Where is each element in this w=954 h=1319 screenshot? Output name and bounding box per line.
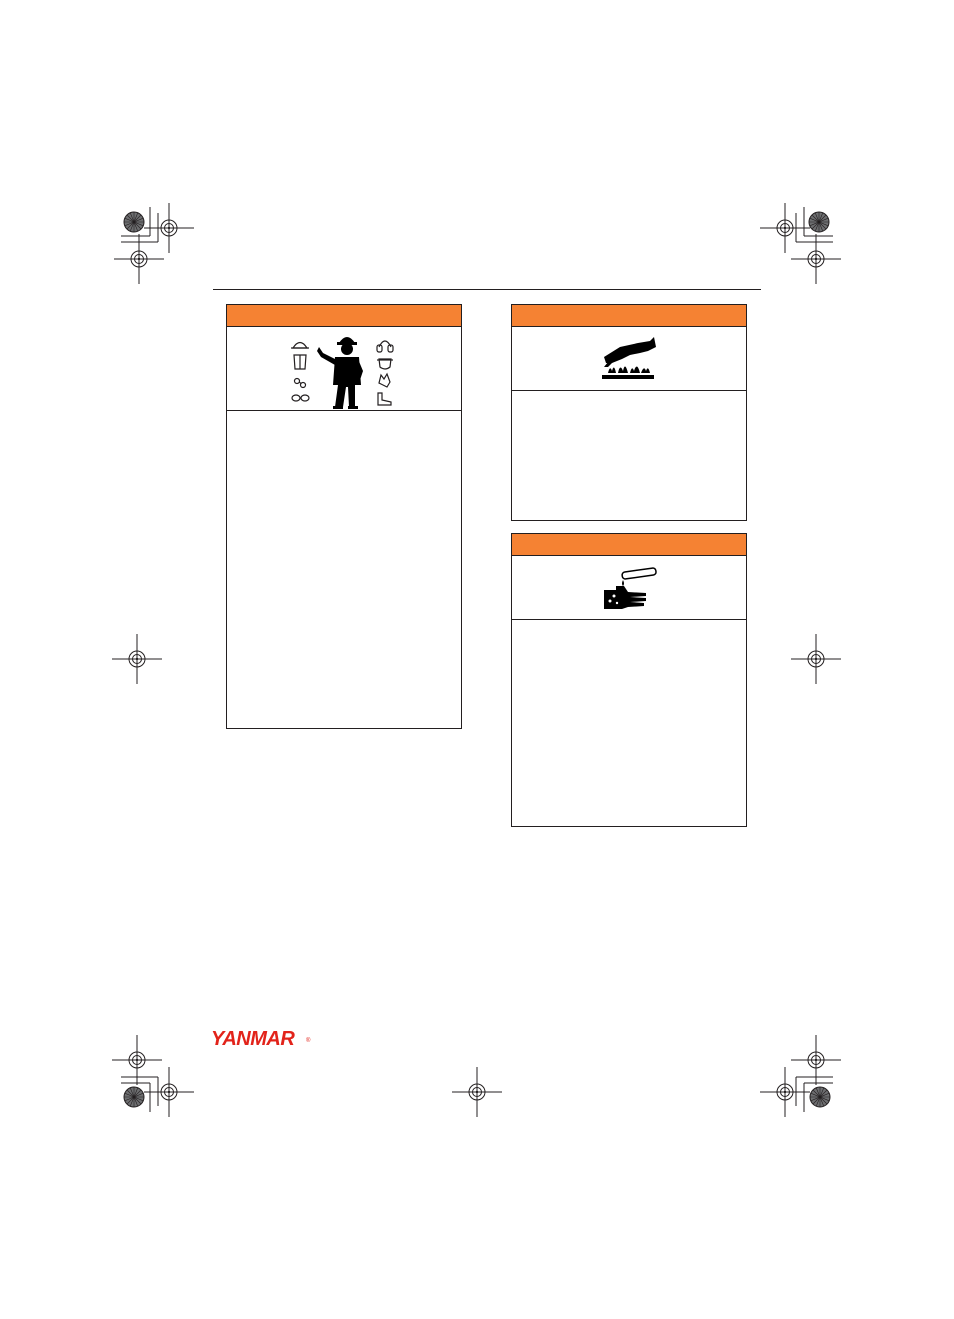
warning-box-hot-surface — [511, 304, 747, 521]
registration-crosshair-icon — [760, 1067, 810, 1117]
hot-surface-burn-icon — [512, 327, 746, 390]
warning-header-band — [512, 534, 746, 556]
warning-pictogram-area — [512, 556, 746, 620]
corrosive-chemical-hand-icon — [512, 556, 746, 619]
color-target-disc-icon — [810, 1087, 830, 1107]
personal-protective-equipment-icon — [227, 327, 461, 410]
registration-crosshair-icon — [760, 203, 810, 253]
warning-body-text — [227, 411, 461, 728]
color-target-disc-icon — [124, 212, 144, 232]
color-target-disc-icon — [809, 212, 829, 232]
registered-trademark-mark: ® — [306, 1038, 311, 1044]
warning-header-band — [227, 305, 461, 327]
registration-crosshair-icon — [144, 1067, 194, 1117]
warning-box-corrosive — [511, 533, 747, 827]
registration-crosshair-icon — [452, 1067, 502, 1117]
warning-box-ppe — [226, 304, 462, 729]
registration-crosshair-icon — [791, 634, 841, 684]
warning-header-band — [512, 305, 746, 327]
yanmar-logo: YANMAR — [211, 1028, 295, 1050]
header-rule — [213, 289, 761, 290]
warning-body-text — [512, 391, 746, 520]
registration-crosshair-icon — [112, 634, 162, 684]
registration-crosshair-icon — [144, 203, 194, 253]
warning-pictogram-area — [227, 327, 461, 411]
color-target-disc-icon — [124, 1087, 144, 1107]
warning-body-text — [512, 620, 746, 826]
warning-pictogram-area — [512, 327, 746, 391]
